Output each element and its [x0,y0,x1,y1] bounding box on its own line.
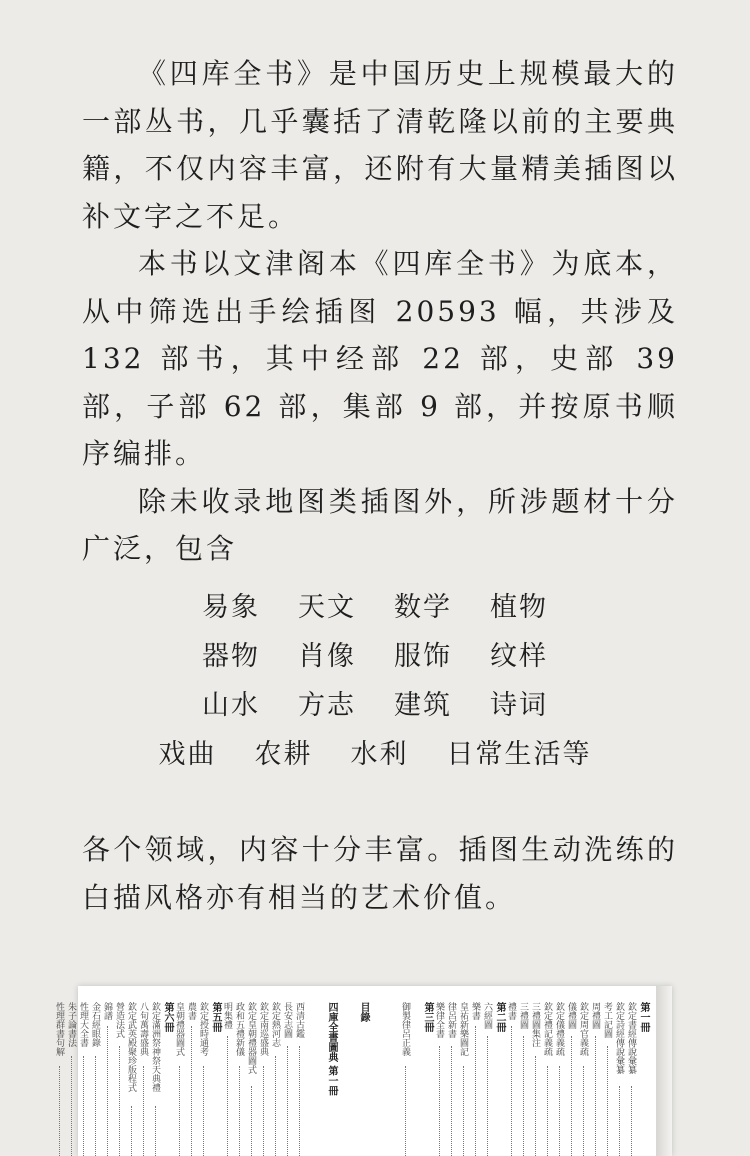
catalog-entry: 律呂新書 [446,1002,456,1038]
catalog-leader-dots [59,1066,60,1156]
catalog-leader-dots [275,1056,276,1156]
topic-item: 水利 [350,739,409,770]
catalog-leader-dots [227,1036,228,1156]
catalog-leader-dots [263,1066,264,1156]
catalog-entry: 考工記圖 [602,1002,612,1038]
catalog-leader-dots [203,1066,204,1156]
catalog-entry: 錦譜 [102,1002,112,1020]
catalog-leader-dots [439,1046,440,1156]
catalog-entry: 欽定儀禮義疏 [554,1002,564,1056]
catalog-leader-dots [619,1086,620,1156]
catalog-leader-dots [287,1046,288,1156]
catalog-entry: 第二冊 [494,1002,505,1032]
catalog-entry: 第六冊 [162,1002,173,1032]
catalog-leader-dots [487,1036,488,1156]
topic-item: 农耕 [254,739,313,770]
topic-item: 数学 [394,592,452,623]
book-catalog-photo [54,986,672,1156]
catalog-entry: 第五冊 [210,1002,221,1032]
book-spine [656,986,672,1156]
catalog-entry: 目錄 [358,1002,369,1022]
catalog-entry: 欽定武英殿聚珍版程式 [126,1002,136,1092]
catalog-leader-dots [583,1066,584,1156]
catalog-leader-dots [523,1036,524,1156]
catalog-leader-dots [559,1066,560,1156]
catalog-entry: 四庫全書圖典 第一冊 [326,1002,337,1096]
catalog-entry: 欽定滿洲祭神祭天典禮 [150,1002,160,1092]
catalog-entry: 欽定皇朝禮器圖式 [246,1002,256,1074]
catalog-entry: 欽定授時通考 [198,1002,208,1056]
catalog-leader-dots [475,1026,476,1156]
topic-item: 日常生活等 [446,739,592,770]
topic-item: 易象 [202,592,260,623]
topic-item: 器物 [202,641,260,672]
catalog-leader-dots [143,1066,144,1156]
catalog-leader-dots [251,1086,252,1156]
catalog-leader-dots [511,1026,512,1156]
topic-item: 服饰 [394,641,452,672]
catalog-leader-dots [631,1086,632,1156]
catalog-leader-dots [131,1106,132,1156]
catalog-leader-dots [83,1056,84,1156]
catalog-entry: 第三冊 [422,1002,433,1032]
intro-paragraph-1: 《四库全书》是中国历史上规模最大的一部丛书，几乎囊括了清乾隆以前的主要典籍，不仅内容丰富，还附有大量精美插图以补文字之不足。 [82,57,678,233]
catalog-entry: 西清古鑑 [294,1002,304,1038]
catalog-entry: 樂律全書 [434,1002,444,1038]
catalog-leader-dots [535,1056,536,1156]
topic-item: 天文 [298,592,356,623]
catalog-entry: 周禮圖 [590,1002,600,1029]
catalog-entry: 欽定熱河志 [270,1002,280,1047]
closing-section [82,826,678,921]
catalog-entry: 欽定南巡盛典 [258,1002,268,1056]
catalog-entry: 皇祐新樂圖記 [458,1002,468,1056]
catalog-entry: 長安志圖 [282,1002,292,1038]
catalog-entry: 六經圖 [482,1002,492,1029]
topic-row [0,632,750,681]
topic-item: 方志 [298,690,356,721]
intro-paragraph-2: 本书以文津阁本《四库全书》为底本，从中筛选出手绘插图 20593 幅，共涉及 132 部书，其中经部 22 部，史部 39 部，子部 62 部，集部 9 部，并按原书顺序编排。 [82,247,678,470]
catalog-leader-dots [463,1066,464,1156]
topic-row [0,583,750,632]
topic-item: 纹样 [490,641,548,672]
topic-item: 戏曲 [158,739,217,770]
catalog-leader-dots [299,1046,300,1156]
topic-row [0,730,750,779]
catalog-entry: 三禮圖 [518,1002,528,1029]
catalog-leader-dots [547,1066,548,1156]
catalog-entry: 禮書 [506,1002,516,1020]
catalog-leader-dots [405,1066,406,1156]
catalog-leader-dots [595,1036,596,1156]
catalog-entry: 八旬萬壽盛典 [138,1002,148,1056]
catalog-entry: 欽定禮記義疏 [542,1002,552,1056]
catalog-entry: 御製律呂正義 [400,1002,410,1056]
topic-item: 诗词 [490,690,548,721]
catalog-entry: 欽定周官義疏 [578,1002,588,1056]
catalog-entry: 樂書 [470,1002,480,1020]
catalog-leader-dots [191,1026,192,1156]
catalog-entry: 性理群書句解 [54,1002,64,1056]
catalog-leader-dots [451,1046,452,1156]
topic-row [0,681,750,730]
catalog-entry: 三禮圖集注 [530,1002,540,1047]
catalog-entry: 欽定詩經傳說彙纂 [614,1002,624,1074]
catalog-leader-dots [95,1056,96,1156]
catalog-leader-dots [107,1026,108,1156]
catalog-leader-dots [239,1066,240,1156]
catalog-entry: 金石經眼錄 [90,1002,100,1047]
catalog-leader-dots [607,1046,608,1156]
topic-item: 植物 [490,592,548,623]
catalog-entry: 營造法式 [114,1002,124,1038]
catalog-entry: 儀禮圖 [566,1002,576,1029]
catalog-entry: 農書 [186,1002,196,1020]
catalog-leader-dots [179,1066,180,1156]
catalog-entry: 欽定書經傳說彙纂 [626,1002,636,1074]
catalog-leader-dots [119,1046,120,1156]
catalog-entry: 政和五禮新儀 [234,1002,244,1056]
catalog-leader-dots [71,1056,72,1156]
catalog-entry: 朱子論書法 [66,1002,76,1047]
catalog-entry: 性理大全書 [78,1002,88,1047]
topic-item: 建筑 [394,690,452,721]
topic-item: 肖像 [298,641,356,672]
intro-paragraph-3: 除未收录地图类插图外，所涉题材十分广泛，包含 [82,484,678,565]
intro-section [82,50,678,573]
catalog-leader-dots [155,1106,156,1156]
topic-list [0,583,750,779]
catalog-entry: 第一冊 [638,1002,649,1032]
catalog-entry: 明集禮 [222,1002,232,1029]
closing-paragraph: 各个领域，内容十分丰富。插图生动洗练的白描风格亦有相当的艺术价值。 [82,833,678,914]
topic-item: 山水 [202,690,260,721]
catalog-leader-dots [571,1036,572,1156]
catalog-entry: 皇朝禮器圖式 [174,1002,184,1056]
